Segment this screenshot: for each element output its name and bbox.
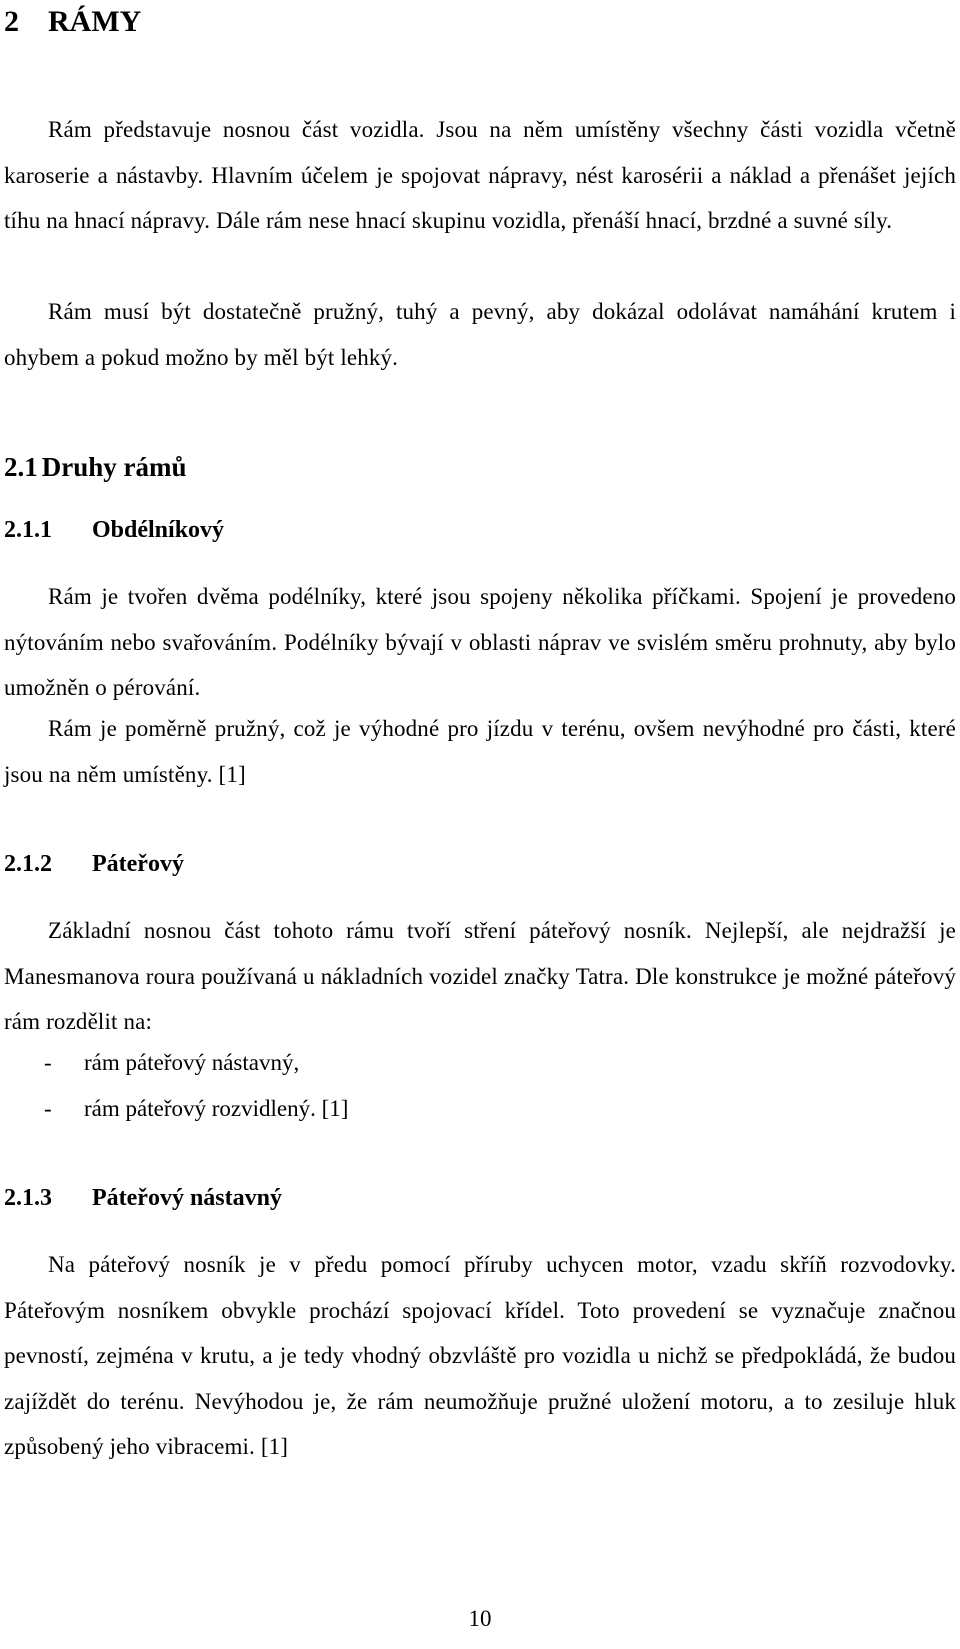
subsection-number: 2.1.3: [4, 1185, 52, 1211]
subsection-2-1-1-paragraph-1: Rám je tvořen dvěma podélníky, které jsou spojeny několika příčkami. Spojení je provedeno nýtováním nebo svařováním. Podélníky bývají v oblasti náprav ve svislém směru prohnuty, aby bylo umožněn o pérování.: [4, 584, 956, 700]
subsection-2-1-1-paragraph-2: Rám je poměrně pružný, což je výhodné pro jízdu v terénu, ovšem nevýhodné pro části, které jsou na něm umístěny. [1]: [4, 716, 956, 787]
list-item: [4, 1086, 956, 1132]
subsection-heading-2-1-1: [4, 514, 224, 546]
subsection-heading-2-1-3: [4, 1182, 282, 1214]
list-dash: -: [44, 1095, 52, 1121]
subsection-heading-2-1-2: [4, 848, 184, 880]
section-number: 2.1: [4, 452, 38, 482]
section-heading-2-1: [4, 449, 187, 485]
frame-types-list: [4, 1040, 956, 1131]
intro-paragraph-1: Rám představuje nosnou část vozidla. Jsou na něm umístěny všechny části vozidla včetně karoserie a nástavby. Hlavním účelem je spojovat nápravy, nést karosérii a náklad a přenášet jejích tíhu na hnací nápravy. Dále rám nese hnací skupinu vozidla, přenáší hnací, brzdné a suvné síly.: [4, 117, 956, 233]
subsection-number: 2.1.2: [4, 851, 52, 877]
chapter-heading: [4, 2, 141, 42]
subsection-title: Obdélníkový: [92, 517, 225, 543]
subsection-2-1-3-paragraph-1: Na páteřový nosník je v předu pomocí příruby uchycen motor, vzadu skříň rozvodovky. Páteřovým nosníkem obvykle prochází spojovací křídel. Toto provedení se vyznačuje značnou pevností, zejména v krutu, a je tedy vhodný obzvláště pro vozidla u nichž se předpokládá, že budou zajíždět do terénu. Nevýhodou je, že rám neumožňuje pružné uložení motoru, a to zesiluje hluk způsobený jeho vibracemi. [1]: [4, 1252, 956, 1459]
page-number: 10: [468, 1606, 492, 1631]
subsection-title: Páteřový nástavný: [92, 1185, 282, 1211]
list-item-text: rám páteřový nástavný,: [84, 1050, 300, 1075]
intro-paragraph-2: Rám musí být dostatečně pružný, tuhý a pevný, aby dokázal odolávat namáhání krutem i ohybem a pokud možno by měl být lehký.: [4, 299, 956, 370]
chapter-title: RÁMY: [48, 5, 142, 38]
list-item-text: rám páteřový rozvidlený. [1]: [84, 1095, 349, 1121]
subsection-title: Páteřový: [92, 851, 184, 877]
subsection-2-1-2-paragraph-1: Základní nosnou část tohoto rámu tvoří stření páteřový nosník. Nejlepší, ale nejdražší je Manesmanova roura používaná u nákladních vozidel značky Tatra. Dle konstrukce je možné páteřový rám rozdělit na:: [4, 918, 956, 1034]
chapter-number: 2: [4, 5, 19, 38]
list-item: [4, 1040, 956, 1086]
subsection-number: 2.1.1: [4, 517, 52, 543]
list-dash: -: [44, 1050, 52, 1075]
section-title: Druhy rámů: [41, 452, 187, 482]
